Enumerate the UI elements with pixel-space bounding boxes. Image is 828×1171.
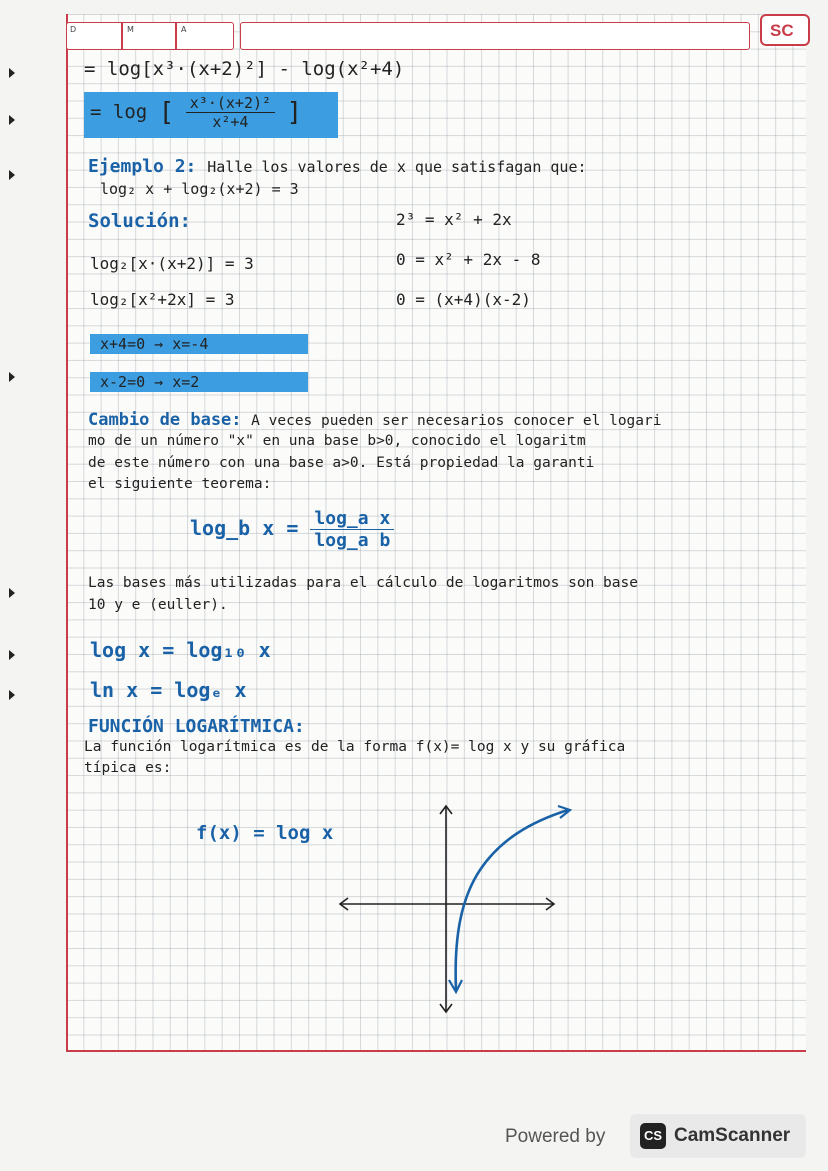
date-label-d: D bbox=[70, 25, 77, 34]
solution-step-left-1: log₂[x·(x+2)] = 3 bbox=[90, 254, 254, 273]
date-box bbox=[66, 22, 234, 50]
binder-hole-icon bbox=[9, 372, 15, 382]
example-prompt: Halle los valores de x que satisfagan que: bbox=[207, 158, 587, 176]
formula-lhs: log_b x = bbox=[190, 516, 299, 540]
date-label-a: A bbox=[181, 25, 187, 34]
example-equation: log₂ x + log₂(x+2) = 3 bbox=[100, 180, 299, 198]
binder-hole-icon bbox=[9, 588, 15, 598]
formula-numerator: log_a x bbox=[310, 508, 394, 530]
result-2: x-2=0 → x=2 bbox=[100, 373, 200, 391]
graph-label: f(x) = log x bbox=[196, 822, 334, 844]
binder-hole-icon bbox=[9, 115, 15, 125]
page-badge: SC bbox=[760, 14, 810, 46]
log-curve bbox=[456, 810, 568, 990]
log-function-line-1: La función logarítmica es de la forma f(x)= log x y su gráfica bbox=[84, 739, 626, 755]
natural-log-formula: ln x = logₑ x bbox=[90, 678, 247, 702]
base-change-line-4: el siguiente teorema: bbox=[88, 476, 272, 492]
date-label-m: M bbox=[127, 25, 134, 34]
solution-label: Solución: bbox=[88, 210, 191, 232]
example-2-heading bbox=[88, 156, 587, 177]
page-margin-line bbox=[66, 14, 68, 1050]
log-graph bbox=[330, 800, 580, 1020]
log-prefix: = log bbox=[90, 101, 148, 123]
common-bases-line-2: 10 y e (euller). bbox=[88, 597, 228, 613]
binder-hole-icon bbox=[9, 690, 15, 700]
base-change-line-2: mo de un número "x" en una base b>0, conocido el logaritm bbox=[88, 433, 586, 449]
solution-step-right-3: 0 = (x+4)(x-2) bbox=[396, 290, 531, 309]
base-change-line-1 bbox=[88, 410, 661, 430]
solution-step-right-1: 2³ = x² + 2x bbox=[396, 210, 512, 229]
fraction-numerator: x³·(x+2)² bbox=[186, 94, 275, 113]
binder-hole-icon bbox=[9, 68, 15, 78]
base-change-title: Cambio de base: bbox=[88, 410, 242, 430]
log-function-title: FUNCIÓN LOGARÍTMICA: bbox=[88, 716, 305, 737]
fraction-denominator: x²+4 bbox=[212, 113, 249, 131]
binder-hole-icon bbox=[9, 170, 15, 180]
example-title: Ejemplo 2: bbox=[88, 156, 197, 177]
derivation-line-1: = log[x³·(x+2)²] - log(x²+4) bbox=[84, 58, 405, 80]
title-box bbox=[240, 22, 750, 50]
camscanner-badge bbox=[630, 1114, 806, 1158]
binder-hole-icon bbox=[9, 650, 15, 660]
powered-by-text: Powered by bbox=[505, 1126, 606, 1147]
log-function-line-2: típica es: bbox=[84, 760, 172, 776]
formula-denominator: log_a b bbox=[314, 530, 391, 551]
base-change-text: A veces pueden ser necesarios conocer el logari bbox=[251, 413, 662, 429]
base-change-formula bbox=[190, 508, 394, 551]
solution-step-right-2: 0 = x² + 2x - 8 bbox=[396, 250, 541, 269]
base-change-line-3: de este número con una base a>0. Está propiedad la garanti bbox=[88, 455, 595, 471]
common-log-formula: log x = log₁₀ x bbox=[90, 638, 271, 662]
camscanner-brand: CamScanner bbox=[674, 1125, 791, 1146]
derivation-line-2: = log [ $\frac{\text{x³·(x+2)²}}{\text{x²+4}}$ ] bbox=[90, 94, 303, 131]
camscanner-logo-icon: CS bbox=[640, 1123, 666, 1149]
result-1: x+4=0 → x=-4 bbox=[100, 335, 209, 353]
common-bases-line-1: Las bases más utilizadas para el cálculo de logaritmos son base bbox=[88, 575, 638, 591]
solution-step-left-2: log₂[x²+2x] = 3 bbox=[90, 290, 235, 309]
